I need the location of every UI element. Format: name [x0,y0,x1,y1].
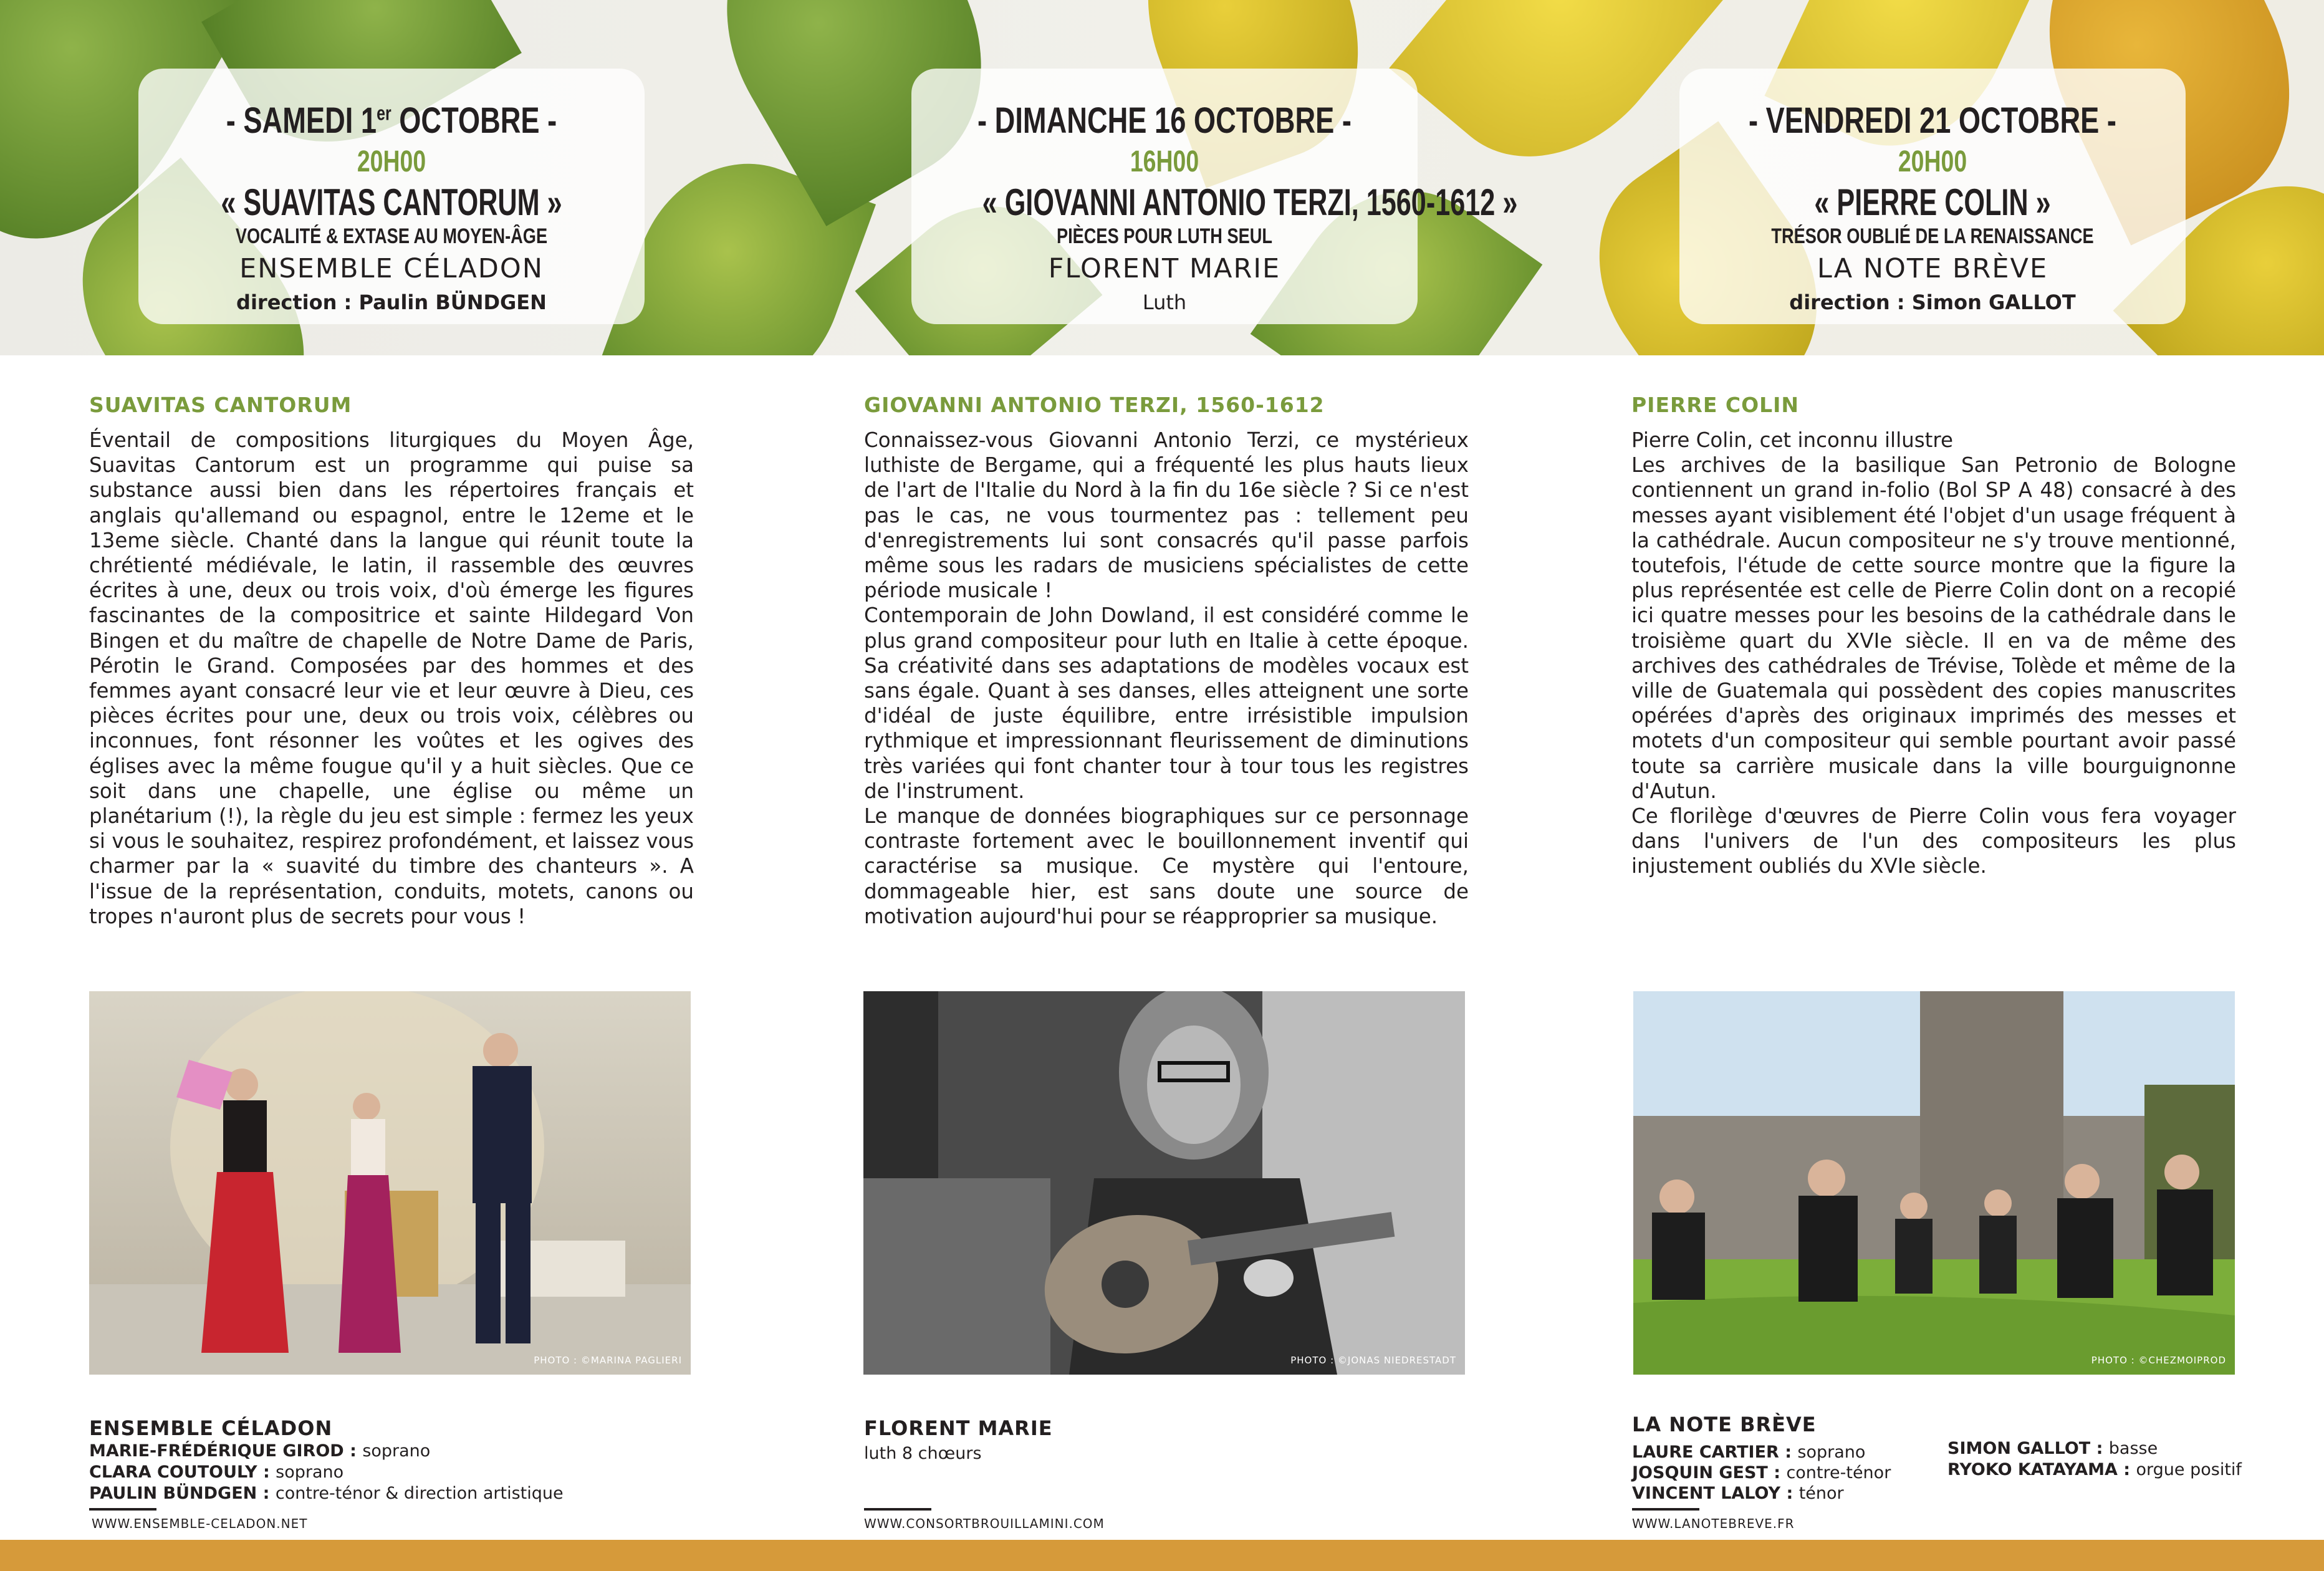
column-heading: PIERRE COLIN [1631,393,1800,417]
event-time: 20H00 [357,145,426,178]
event-card-1 [138,69,645,324]
column-heading: SUAVITAS CANTORUM [89,393,352,417]
member-line: SIMON GALLOT : basse [1947,1439,2158,1458]
event-date: - VENDREDI 21 OCTOBRE - [1749,100,2116,141]
footer-bar [0,1540,2324,1571]
event-subtitle: PIÈCES POUR LUTH SEUL [1056,224,1273,248]
event-subtitle: TRÉSOR OUBLIÉ DE LA RENAISSANCE [1771,224,2094,248]
column-suavitas [89,393,694,929]
event-ensemble: ENSEMBLE CÉLADON [239,253,544,284]
event-director: direction : Simon GALLOT [1789,291,2076,314]
ensemble-name: FLORENT MARIE [864,1416,1053,1440]
photo-credit: PHOTO : ©JONAS NIEDRESTADT [1290,1355,1456,1366]
column-body: Pierre Colin, cet inconnu illustre Les archives de la basilique San Petronio de Bologne contiennent un grand in-folio (Bol SP A 48) consacré à des messes ayant visiblement été l'objet d'un usage fréquent à la cathédrale. Aucun compositeur ne s'y trouve mentionné, toutefois, l'étude de cette source montre que la figure la plus représentée est celle de Pierre Colin dont on a recopié ici quatre messes pour les besoins de la cathédrale dans le troisième quart du XVIe siècle. Il en va de même des archives des cathédrales de Trévise, Tolède et même de la ville de Guatemala qui possèdent des copies manuscrites opérées d'après des originaux imprimés des messes et motets d'un compositeur qui semble pourtant avoir passé toute sa carrière musicale dans la ville bourguignonne d'Autun. Ce florilège d'œuvres de Pierre Colin vous fera voyager dans l'univers de l'un des compositeurs les plus injustement oubliés du XVIe siècle. [1631,428,2236,878]
column-body: Connaissez-vous Giovanni Antonio Terzi, ce mystérieux luthiste de Bergame, qui a fréquenté les plus hauts lieux de l'art de l'Italie du Nord à la fin du 16e siècle ? Si ce n'est pas le cas, ne vous tourmentez pas : tellement peu d'enregistrements lui sont consacrés qu'il passe parfois même sous les radars de musiciens spécialistes de cette période musicale ! Contemporain de John Dowland, il est considéré comme le plus grand compositeur pour luth en Italie à cette époque. Sa créativité dans ses adaptations de modèles vocaux est sans égale. Quant à ses danses, elles atteignent une sorte d'idéal de juste équilibre, entre irrésistible impulsion rythmique et impressionnant fleurissement de diminutions très variées qui font chanter tour à tour tous les registres de l'instrument. Le manque de données biographiques sur ce personnage contraste fortement avec le bouillonnement inventif qui caractérise sa musique. Ce mystère qui l'entoure, dommageable hier, est sans doute une source de motivation aujourd'hui pour se réapproprier sa musique. [864,428,1469,928]
divider [1632,1508,1699,1511]
member-line: LAURE CARTIER : soprano [1632,1443,1866,1462]
photo-credit: PHOTO : ©CHEZMOIPROD [2091,1355,2226,1366]
member-line: PAULIN BÜNDGEN : contre-ténor & direction artistique [89,1484,564,1503]
column-colin [1631,393,2236,879]
member-line: RYOKO KATAYAMA : orgue positif [1947,1460,2242,1479]
member-line: luth 8 chœurs [864,1444,982,1463]
photo-la-note-breve [1633,991,2235,1375]
event-director: Luth [1142,291,1187,314]
divider [89,1508,156,1511]
event-title: « SUAVITAS CANTORUM » [221,181,562,223]
member-line: MARIE-FRÉDÉRIQUE GIROD : soprano [89,1441,431,1461]
website-link[interactable]: WWW.LANOTEBREVE.FR [1632,1516,1795,1531]
ensemble-name: LA NOTE BRÈVE [1632,1413,1817,1436]
photo-illustration [863,991,1465,1375]
event-title: « PIERRE COLIN » [1814,181,2051,223]
event-ensemble: FLORENT MARIE [1048,253,1281,284]
column-heading: GIOVANNI ANTONIO TERZI, 1560-1612 [864,393,1325,417]
event-card-2 [911,69,1518,324]
divider [864,1508,931,1511]
photo-illustration [1633,991,2235,1375]
leaf-banner [0,0,2324,355]
ensemble-name: ENSEMBLE CÉLADON [89,1416,333,1440]
photo-illustration [89,991,691,1375]
member-line: CLARA COUTOULY : soprano [89,1463,344,1482]
event-subtitle: VOCALITÉ & EXTASE AU MOYEN-ÂGE [235,224,548,248]
column-body: Éventail de compositions liturgiques du Moyen Âge, Suavitas Cantorum est un programme qui puise sa substance aussi bien dans les répertoires français et anglais qu'allemand ou espagnol, entre le 12eme et le 13eme siècle. Chanté dans la langue qui réunit toute la chrétienté médiévale, le latin, il rassemble des œuvres écrites à une, deux ou trois voix, d'où émerge les figures fascinantes de la compositrice et sainte Hildegard Von Bingen et du maître de chapelle de Notre Dame de Paris, Pérotin le Grand. Composées par des hommes et des femmes ayant consacré leur vie et leur œuvre à Dieu, ces pièces écrites pour une, deux ou trois voix, célèbres ou inconnues, font résonner les voûtes et les ogives des églises avec la même fougue qu'il y a huit siècles. Que ce soit dans une chapelle, une église ou même un planétarium (!), la règle du jeu est simple : fermez les yeux si vous le souhaitez, respirez profondément, et laissez vous charmer par la « suavité du timbre des chanteurs ». A l'issue de la représentation, conduits, motets, canons ou tropes n'auront plus de secrets pour vous ! [89,428,694,928]
event-time: 16H00 [1130,145,1199,178]
photo-florent-marie [863,991,1465,1375]
website-link[interactable]: WWW.ENSEMBLE-CELADON.NET [92,1516,308,1531]
column-terzi [864,393,1469,929]
event-date: - DIMANCHE 16 OCTOBRE - [977,100,1352,141]
photo-credit: PHOTO : ©MARINA PAGLIERI [534,1355,682,1366]
event-time: 20H00 [1898,145,1967,178]
event-ensemble: LA NOTE BRÈVE [1817,253,2048,284]
event-card-3 [1679,69,2186,324]
event-date: - SAMEDI 1er OCTOBRE - [226,100,557,141]
website-link[interactable]: WWW.CONSORTBROUILLAMINI.COM [864,1516,1105,1531]
event-director: direction : Paulin BÜNDGEN [236,291,547,314]
event-title: « GIOVANNI ANTONIO TERZI, 1560-1612 » [982,181,1518,223]
photo-ensemble-celadon [89,991,691,1375]
member-line: VINCENT LALOY : ténor [1632,1484,1844,1503]
member-line: JOSQUIN GEST : contre-ténor [1632,1463,1891,1482]
